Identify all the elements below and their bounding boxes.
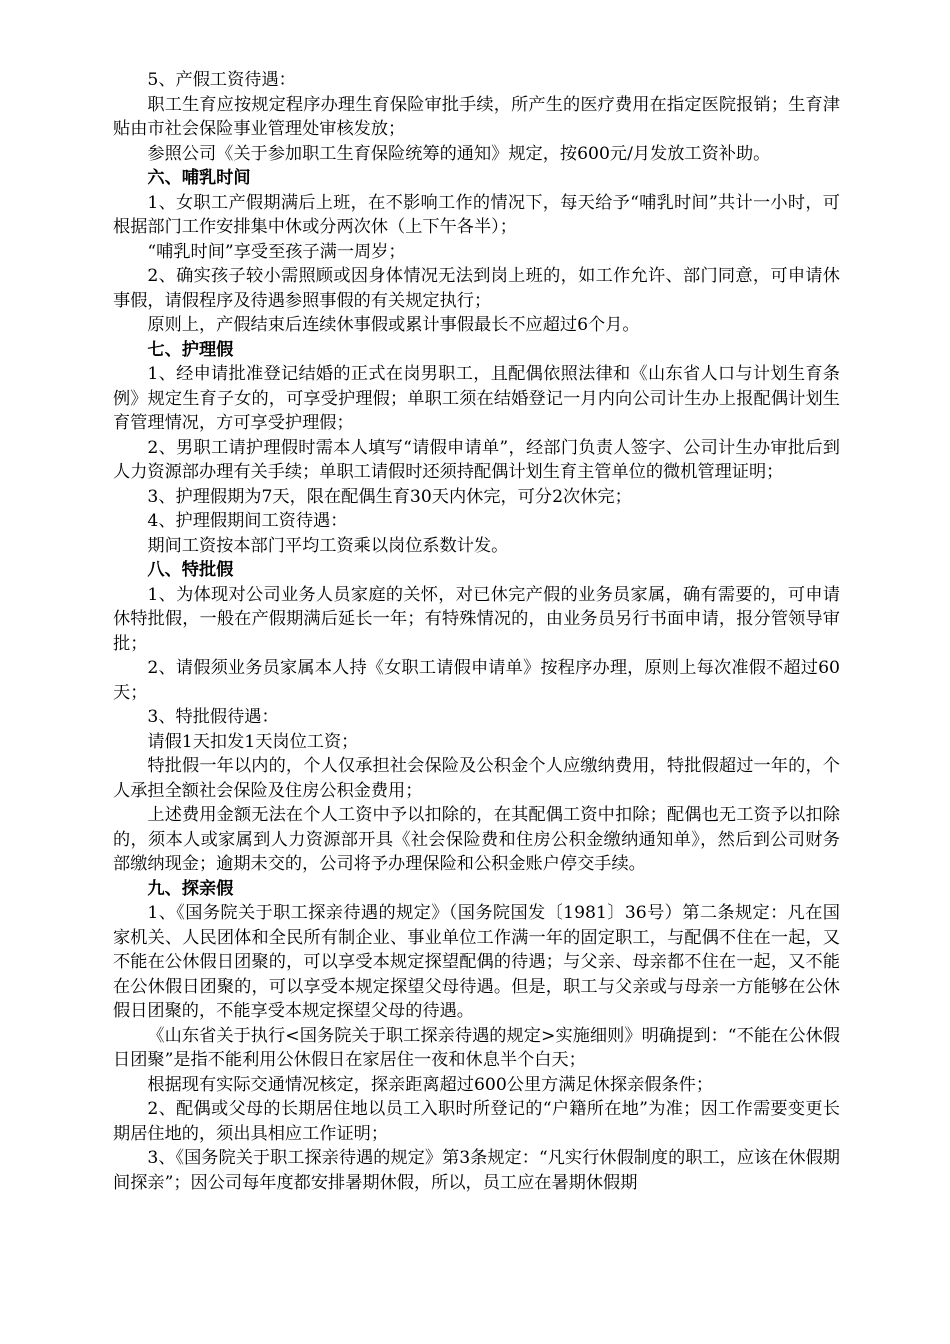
paragraph: 1、经申请批准登记结婚的正式在岗男职工，且配偶依照法律和《山东省人口与计划生育条例》规定生育子女的，可享受护理假；单职工须在结婚登记一月内向公司计生办上报配偶计划生育管理情况，方可享受护理假； — [113, 364, 840, 433]
paragraph: 2、请假须业务员家属本人持《女职工请假申请单》按程序办理，原则上每次准假不超过60天； — [113, 658, 840, 703]
section-heading: 八、特批假 — [147, 560, 234, 580]
paragraph: 职工生育应按规定程序办理生育保险审批手续，所产生的医疗费用在指定医院报销；生育津贴由市社会保险事业管理处审核发放； — [113, 94, 840, 139]
paragraph: 2、确实孩子较小需照顾或因身体情况无法到岗上班的，如工作允许、部门同意，可申请休事假，请假程序及待遇参照事假的有关规定执行； — [113, 266, 840, 311]
paragraph: 《山东省关于执行<国务院关于职工探亲待遇的规定>实施细则》明确提到：“不能在公休假日团聚”是指不能利用公休假日在家居住一夜和休息半个白天； — [113, 1025, 840, 1070]
paragraph: 3、护理假期为7天，限在配偶生育30天内休完，可分2次休完； — [147, 486, 632, 507]
paragraph: 上述费用金额无法在个人工资中予以扣除的，在其配偶工资中扣除；配偶也无工资予以扣除的，须本人或家属到人力资源部开具《社会保险费和住房公积金缴纳通知单》，然后到公司财务部缴纳现金；逾期未交的，公司将予办理保险和公积金账户停交手续。 — [113, 805, 840, 874]
paragraph: 1、女职工产假期满后上班，在不影响工作的情况下，每天给予“哺乳时间”共计一小时，可根据部门工作安排集中休或分两次休（上下午各半）； — [113, 192, 840, 237]
paragraph: 3、特批假待遇： — [147, 707, 279, 727]
document-page — [113, 68, 840, 1195]
paragraph: 3、《国务院关于职工探亲待遇的规定》第3条规定：“凡实行休假制度的职工，应该在休假期间探亲”；因公司每年度都安排暑期休假，所以，员工应在暑期休假期 — [113, 1148, 840, 1193]
paragraph: 4、护理假期间工资待遇： — [147, 511, 348, 531]
paragraph: 2、男职工请护理假时需本人填写“请假申请单”，经部门负责人签字、公司计生办审批后到人力资源部办理有关手续；单职工请假时还须持配偶计划生育主管单位的微机管理证明； — [113, 437, 840, 482]
paragraph: 1、《国务院关于职工探亲待遇的规定》（国务院国发〔1981〕36号）第二条规定：凡在国家机关、人民团体和全民所有制企业、事业单位工作满一年的固定职工，与配偶不住在一起，又不能在公休假日团聚的，可以享受本规定探望配偶的待遇；与父亲、母亲都不住在一起，又不能在公休假日团聚的，可以享受本规定探望父母待遇。但是，职工与父亲或与母亲一方能够在公休假日团聚的，不能享受本规定探望父母的待遇。 — [113, 903, 840, 1021]
paragraph: 参照公司《关于参加职工生育保险统筹的通知》规定，按600元/月发放工资补助。 — [147, 143, 771, 164]
section-heading: 六、哺乳时间 — [147, 168, 251, 188]
paragraph: 5、产假工资待遇： — [147, 70, 296, 90]
paragraph: 根据现有实际交通情况核定，探亲距离超过600公里方满足休探亲假条件； — [147, 1074, 714, 1095]
paragraph: “哺乳时间”享受至孩子满一周岁； — [147, 241, 406, 262]
section-heading: 九、探亲假 — [147, 878, 234, 899]
paragraph: 特批假一年以内的，个人仅承担社会保险及公积金个人应缴纳费用，特批假超过一年的，个人承担全额社会保险及住房公积金费用； — [113, 756, 840, 801]
paragraph: 请假1天扣发1天岗位工资； — [147, 731, 359, 752]
paragraph: 期间工资按本部门平均工资乘以岗位系数计发。 — [147, 535, 509, 556]
section-heading: 七、护理假 — [147, 339, 234, 360]
paragraph: 原则上，产假结束后连续休事假或累计事假最长不应超过6个月。 — [147, 315, 640, 335]
paragraph: 1、为体现对公司业务人员家庭的关怀，对已休完产假的业务员家属，确有需要的，可申请休特批假，一般在产假期满后延长一年；有特殊情况的，由业务员另行书面申请，报分管领导审批； — [113, 584, 840, 654]
paragraph: 2、配偶或父母的长期居住地以员工入职时所登记的“户籍所在地”为准；因工作需要变更长期居住地的，须出具相应工作证明； — [113, 1099, 840, 1144]
